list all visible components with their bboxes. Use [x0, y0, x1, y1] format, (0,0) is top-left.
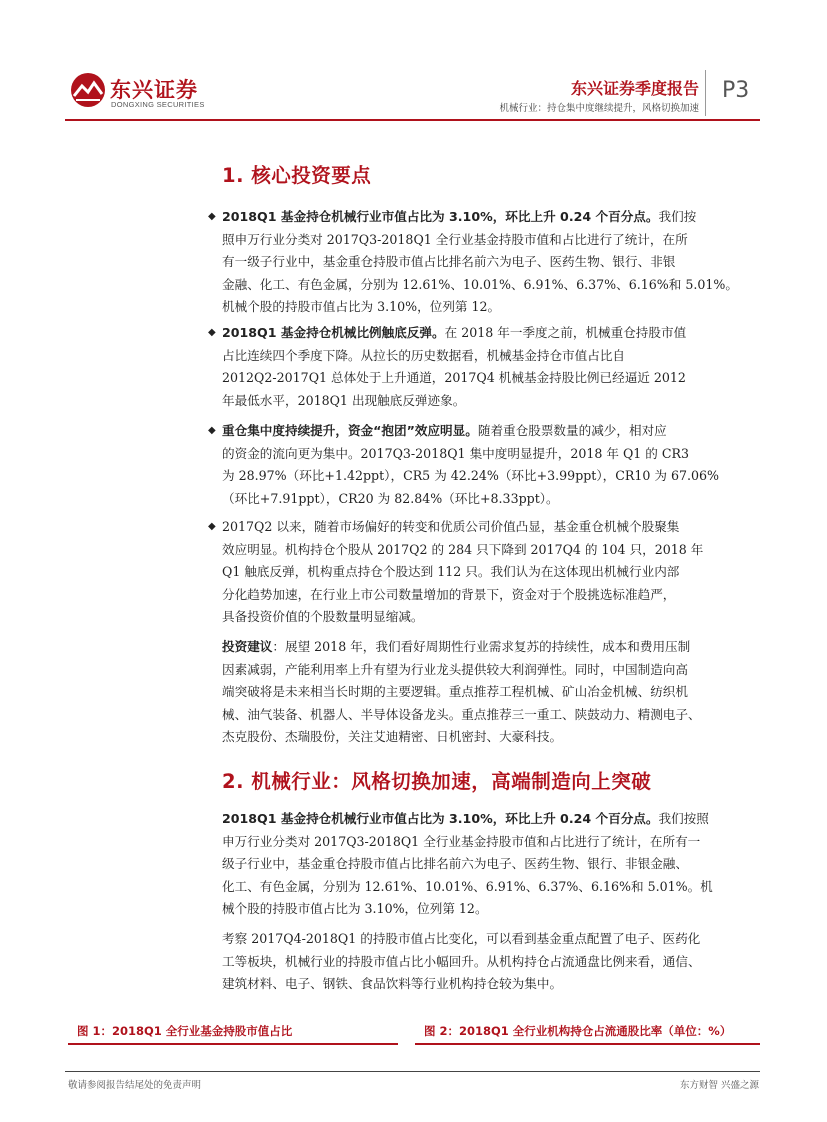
bullet-2-line-3: 年最低水平，2018Q1 出现触底反弹迹象。 [222, 392, 466, 408]
s2p1-line-3: 化工、有色金属，分别为 12.61%、10.01%、6.91%、6.37%、6.16%和 5.01%。机 [222, 878, 713, 894]
footer-disclaimer-note: 敬请参阅报告结尾处的免责声明 [68, 1080, 202, 1091]
bullet-3-line-3: （环比+7.91ppt），CR20 为 82.84%（环比+8.33ppt）。 [222, 490, 559, 506]
bullet-4-line-2: Q1 触底反弹，机构重点持仓个股达到 112 只。我们认为在这体现出机械行业内部 [222, 564, 680, 579]
section-2-title: 2. 机械行业：风格切换加速，高端制造向上突破 [222, 770, 652, 793]
logo-text-cn: 东兴证券 [110, 78, 198, 102]
bullet-icon: ◆ [208, 425, 216, 436]
footer-slogan: 东方财智 兴盛之源 [679, 1080, 759, 1091]
bullet-icon: ◆ [208, 327, 216, 338]
s2p1-line-1: 申万行业分类对 2017Q3-2018Q1 全行业基金持股市值和占比进行了统计，在所有一 [222, 833, 701, 849]
bullet-4-line-0: 2017Q2 以来，随着市场偏好的转变和优质公司价值凸显，基金重仓机械个股聚集 [222, 519, 680, 534]
advice-line-0: 投资建议：展望 2018 年，我们看好周期性行业需求复苏的持续性，成本和费用压制 [222, 639, 691, 654]
bullet-paragraph-2 [208, 322, 757, 412]
bullet-2-line-0: 2018Q1 基金持仓机械比例触底反弹。在 2018 年一季度之前，机械重仓持股市值 [222, 325, 687, 340]
header-divider [705, 70, 706, 116]
bullet-4-line-4: 具备投资价值的个股数量明显缩减。 [222, 609, 424, 624]
header-rule [65, 119, 760, 121]
bullet-1-line-2: 有一级子行业中，基金重仓持股市值占比排名前六为电子、医药生物、银行、非银 [222, 254, 676, 269]
bullet-paragraph-3 [208, 420, 757, 510]
s2p2-line-1: 工等板块，机械行业的持股市值占比小幅回升。从机构持仓占流通盘比例来看，通信、 [222, 953, 701, 969]
bullet-1-line-1: 照申万行业分类对 2017Q3-2018Q1 全行业基金持股市值和占比进行了统计，在所 [222, 231, 688, 247]
investment-advice-paragraph [222, 636, 757, 749]
section-2-paragraph-2 [222, 928, 757, 996]
bullet-paragraph-1 [208, 206, 757, 319]
figure-2-rule [415, 1043, 760, 1045]
s2p2-line-2: 建筑材料、电子、钢铁、食品饮料等行业机构持仓较为集中。 [222, 976, 563, 991]
bullet-2-line-2: 2012Q2-2017Q1 总体处于上升通道，2017Q4 机械基金持股比例已经逼近 2012 [222, 370, 686, 385]
bullet-1-line-4: 机械个股的持股市值占比为 3.10%，位列第 12。 [222, 299, 501, 314]
report-title: 东兴证券季度报告 [570, 79, 699, 98]
bullet-4-line-1: 效应明显。机构持仓个股从 2017Q2 的 284 只下降到 2017Q4 的 104 只，2018 年 [222, 541, 704, 557]
bullet-3-line-0: 重仓集中度持续提升，资金“抱团”效应明显。随着重仓股票数量的减少，相对应 [222, 423, 667, 438]
advice-line-2: 端突破将是未来相当长时期的主要逻辑。重点推荐工程机械、矿山冶金机械、纺织机 [222, 684, 688, 699]
section-2-paragraph-1 [222, 808, 757, 921]
s2p1-line-2: 级子行业中，基金重仓持股市值占比排名前六为电子、医药生物、银行、非银金融、 [222, 856, 688, 871]
bullet-1-line-0: 2018Q1 基金持仓机械行业市值占比为 3.10%，环比上升 0.24 个百分点。我们按 [222, 209, 697, 224]
bullet-icon: ◆ [208, 521, 216, 532]
bullet-paragraph-4 [208, 516, 757, 629]
bullet-3-line-1: 的资金的流向更为集中。2017Q3-2018Q1 集中度明显提升，2018 年 Q1 的 CR3 [222, 445, 690, 461]
figure-1-rule [68, 1043, 398, 1045]
footer-rule [65, 1071, 760, 1072]
bullet-4-line-3: 分化趋势加速，在行业上市公司数量增加的背景下，资金对于个股挑选标准趋严， [222, 586, 676, 602]
advice-line-4: 杰克股份、杰瑞股份，关注艾迪精密、日机密封、大豪科技。 [222, 729, 563, 744]
advice-line-3: 械、油气装备、机器人、半导体设备龙头。重点推荐三一重工、陕鼓动力、精测电子、 [222, 706, 701, 722]
section-1-title: 1. 核心投资要点 [222, 164, 372, 187]
bullet-2-line-1: 占比连续四个季度下降。从拉长的历史数据看，机械基金持仓市值占比自 [222, 347, 625, 363]
page-number: P3 [722, 78, 750, 103]
bullet-1-line-3: 金融、化工、有色金属，分别为 12.61%、10.01%、6.91%、6.37%、6.16%和 5.01%。 [222, 276, 738, 292]
report-subtitle: 机械行业：持仓集中度继续提升，风格切换加速 [499, 103, 699, 114]
advice-line-1: 因素减弱，产能利用率上升有望为行业龙头提供较大利润弹性。同时，中国制造向高 [222, 661, 688, 677]
logo-text-en: DONGXING SECURITIES [111, 100, 205, 109]
bullet-icon: ◆ [208, 211, 216, 222]
bullet-3-line-2: 为 28.97%（环比+1.42ppt），CR5 为 42.24%（环比+3.99ppt），CR10 为 67.06% [222, 468, 720, 483]
figure-1-caption: 图 1：2018Q1 全行业基金持股市值占比 [77, 1024, 293, 1038]
s2p1-line-4: 械个股的持股市值占比为 3.10%，位列第 12。 [222, 901, 488, 916]
s2p2-line-0: 考察 2017Q4-2018Q1 的持股市值占比变化，可以看到基金重点配置了电子、医药化 [222, 931, 701, 946]
s2p1-line-0: 2018Q1 基金持仓机械行业市值占比为 3.10%，环比上升 0.24 个百分点。我们按照 [222, 811, 709, 826]
figure-2-caption: 图 2：2018Q1 全行业机构持仓占流通股比率（单位：%） [424, 1024, 732, 1038]
company-logo-icon [70, 72, 106, 108]
